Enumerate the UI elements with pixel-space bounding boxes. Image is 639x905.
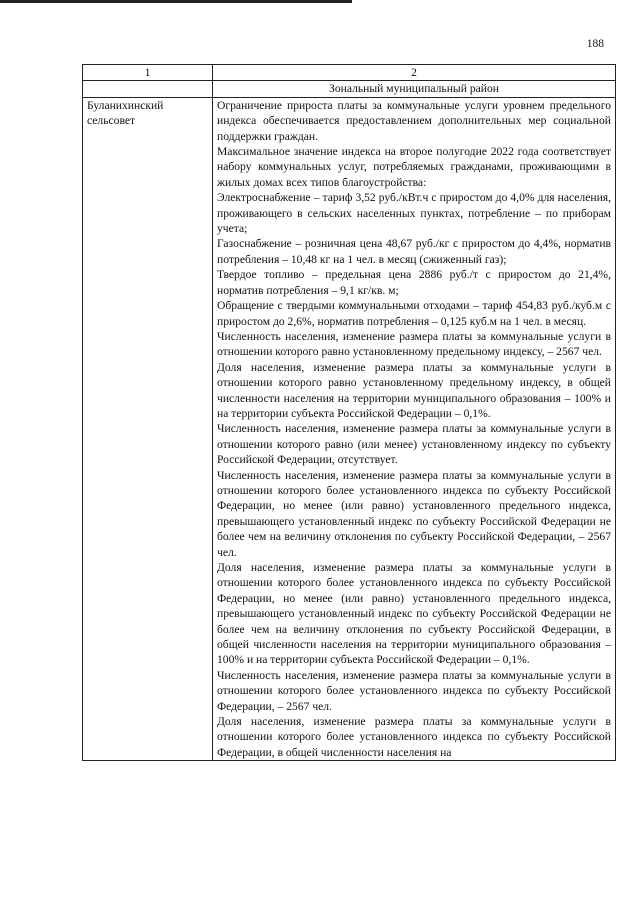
settlement-details bbox=[213, 97, 616, 760]
column-2-header: 2 bbox=[213, 65, 616, 81]
paragraph: Доля населения, изменение размера платы за коммунальные услуги в отношении которого более установленного индекса по субъекту Российской Федерации, но менее (или равно) установленного предельного индекса, превышающего установленный индекс по субъекту Российской Федерации не более чем на величину отклонения по субъекту Российской Федерации, в общей численности населения на территории муниципального образования – 100% и на территории субъекта Российской Федерации – 0,1%. bbox=[217, 561, 611, 667]
paragraph: Обращение с твердыми коммунальными отходами – тариф 454,83 руб./куб.м с приростом до 2,6%, норматив потребления – 0,125 куб.м на 1 чел. в месяц. bbox=[217, 299, 611, 328]
column-number-row bbox=[83, 65, 616, 81]
paragraph: Электроснабжение – тариф 3,52 руб./кВт.ч с приростом до 4,0% для населения, проживающего в сельских населенных пунктах, потребление – по приборам учета; bbox=[217, 191, 611, 236]
paragraph: Численность населения, изменение размера платы за коммунальные услуги в отношении которого равно (или менее) установленному индексу по субъекту Российской Федерации, отсутствует. bbox=[217, 422, 611, 467]
paragraph: Твердое топливо – предельная цена 2886 руб./т с приростом до 21,4%, норматив потребления – 9,1 кг/кв. м; bbox=[217, 268, 611, 297]
paragraph: Газоснабжение – розничная цена 48,67 руб./кг с приростом до 4,4%, норматив потребления – 10,48 кг на 1 чел. в месяц (сжиженный газ); bbox=[217, 237, 611, 266]
section-title: Зональный муниципальный район bbox=[213, 81, 616, 97]
paragraph: Ограничение прироста платы за коммунальные услуги уровнем предельного индекса обеспечивается предоставлением дополнительных мер социальной поддержки граждан. bbox=[217, 98, 611, 143]
section-empty-cell bbox=[83, 81, 213, 97]
settlement-row bbox=[83, 97, 616, 760]
top-rule bbox=[0, 0, 352, 3]
column-1-header: 1 bbox=[83, 65, 213, 81]
section-row bbox=[83, 81, 616, 97]
paragraph: Доля населения, изменение размера платы за коммунальные услуги в отношении которого более установленного индекса по субъекту Российской Федерации, в общей численности населения на bbox=[217, 715, 611, 759]
paragraph: Численность населения, изменение размера платы за коммунальные услуги в отношении которого более установленного индекса по субъекту Российской Федерации, – 2567 чел. bbox=[217, 668, 611, 713]
document-table bbox=[82, 64, 616, 761]
paragraph: Численность населения, изменение размера платы за коммунальные услуги в отношении которого более установленного индекса по субъекту Российской Федерации, но менее (или равно) установленного предельного индекса, превышающего установленный индекс по субъекту Российской Федерации не более чем на величину отклонения по субъекту Российской Федерации, – 2567 чел. bbox=[217, 468, 611, 559]
page-number: 188 bbox=[586, 38, 604, 50]
paragraph: Численность населения, изменение размера платы за коммунальные услуги в отношении которого равно установленному предельному индексу, – 2567 чел. bbox=[217, 329, 611, 359]
settlement-name: Буланихинский сельсовет bbox=[83, 97, 213, 760]
paragraph: Доля населения, изменение размера платы за коммунальные услуги в отношении которого равно установленному предельному индексу, в общей численности населения на территории муниципального образования – 100% и на территории субъекта Российской Федерации – 0,1%. bbox=[217, 360, 611, 420]
paragraph: Максимальное значение индекса на второе полугодие 2022 года соответствует набору коммунальных услуг, потребляемых гражданами, проживающими в жилых домах всех типов благоустройства: bbox=[217, 145, 611, 189]
